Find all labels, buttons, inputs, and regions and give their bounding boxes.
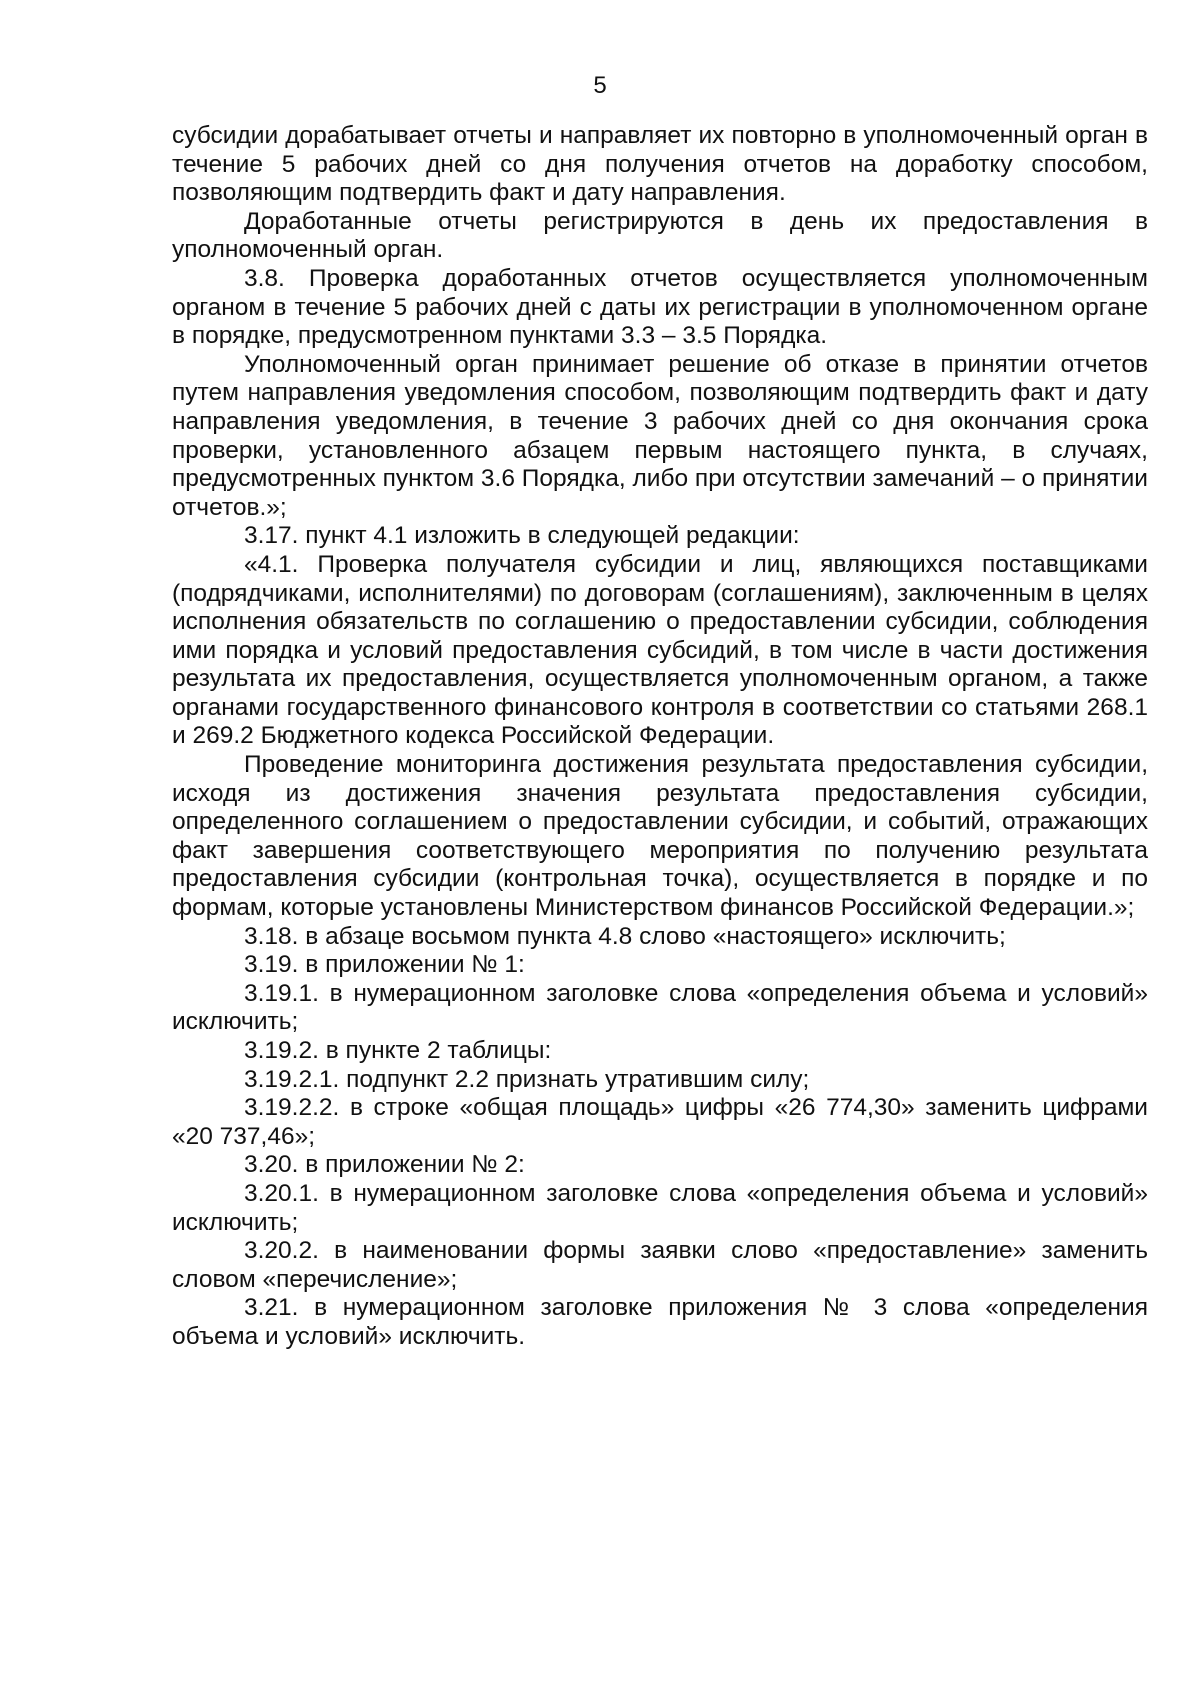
paragraph-3-8: 3.8. Проверка доработанных отчетов осуществляется уполномоченным органом в течение 5 рабочих дней с даты их регистрации в уполномоченном органе в порядке, предусмотренном пунктами 3.3 – 3.5 Порядка. xyxy=(172,264,1148,350)
paragraph-refusal-decision: Уполномоченный орган принимает решение об отказе в принятии отчетов путем направления уведомления способом, позволяющим подтвердить факт и дату направления уведомления, в течение 3 рабочих дней со дня окончания срока проверки, установленного абзацем первым настоящего пункта, в случаях, предусмотренных пунктом 3.6 Порядка, либо при отсутствии замечаний – о принятии отчетов.»; xyxy=(172,350,1148,521)
paragraph-reports-registration: Доработанные отчеты регистрируются в день их предоставления в уполномоченный орган. xyxy=(172,207,1148,264)
paragraph-3-19-2: 3.19.2. в пункте 2 таблицы: xyxy=(244,1037,552,1064)
paragraph-3-18: 3.18. в абзаце восьмом пункта 4.8 слово «настоящего» исключить; xyxy=(244,922,1006,950)
paragraph-monitoring: Проведение мониторинга достижения результата предоставления субсидии, исходя из достижения значения результата предоставления субсидии, определенного соглашением о предоставлении субсидии, и событий, отражающих факт завершения соответствующего мероприятия по получению результата предоставления субсидии (контрольная точка), осуществляется в порядке и по формам, которые установлены Министерством финансов Российской Федерации.»; xyxy=(172,751,1148,922)
paragraph-3-19-1: 3.19.1. в нумерационном заголовке слова «определения объема и условий» исключить; xyxy=(172,979,1148,1036)
document-body xyxy=(172,122,1148,1352)
paragraph-4-1: «4.1. Проверка получателя субсидии и лиц, являющихся поставщиками (подрядчиками, исполнителями) по договорам (соглашениям), заключенным в целях исполнения обязательств по соглашению о предоставлении субсидии, соблюдения ими порядка и условий предоставления субсидий, в том числе в части достижения результата их предоставления, осуществляется уполномоченным органом, а также органами государственного финансового контроля в соответствии со статьями 268.1 и 269.2 Бюджетного кодекса Российской Федерации. xyxy=(172,550,1148,750)
page-number: 5 xyxy=(593,72,607,99)
paragraph-3-17: 3.17. пункт 4.1 изложить в следующей редакции: xyxy=(244,522,800,550)
paragraph-3-21: 3.21. в нумерационном заголовке приложения № 3 слова «определения объема и условий» исключить. xyxy=(172,1294,1148,1350)
paragraph-3-19-2-1: 3.19.2.1. подпункт 2.2 признать утратившим силу; xyxy=(244,1065,810,1093)
paragraph-continuation: субсидии дорабатывает отчеты и направляет их повторно в уполномоченный орган в течение 5 рабочих дней со дня получения отчетов на доработку способом, позволяющим подтвердить факт и дату направления. xyxy=(172,122,1148,207)
paragraph-3-20-1: 3.20.1. в нумерационном заголовке слова «определения объема и условий» исключить; xyxy=(172,1179,1148,1236)
paragraph-3-20-2: 3.20.2. в наименовании формы заявки слово «предоставление» заменить словом «перечисление»; xyxy=(172,1237,1148,1293)
paragraph-3-19: 3.19. в приложении № 1: xyxy=(244,951,525,979)
paragraph-3-19-2-2: 3.19.2.2. в строке «общая площадь» цифры «26 774,30» заменить цифрами «20 737,46»; xyxy=(172,1094,1148,1150)
paragraph-3-20: 3.20. в приложении № 2: xyxy=(244,1151,525,1179)
